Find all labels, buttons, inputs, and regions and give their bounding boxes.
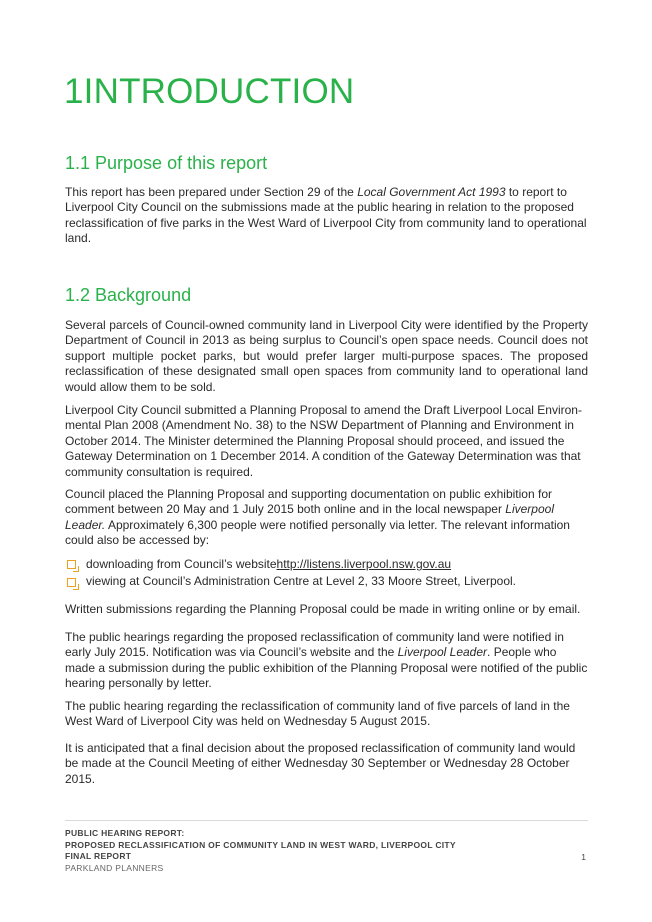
list-item [65, 557, 605, 572]
chapter-heading [64, 70, 354, 114]
page-number: 1 [581, 852, 586, 862]
background-paragraph-4: Written submissions regarding the Planning Proposal could be made in writing online or by email. [65, 602, 581, 616]
footer-line-report-type: PUBLIC HEARING REPORT: [65, 828, 185, 838]
background-paragraph-1: Several parcels of Council-owned community land in Liverpool City were identified by the Property Department of Council in 2013 as being surplus to Council’s open space needs. Council does not support multiple pocket parks, but would prefer larger multi-purpose spaces. The proposed reclassification of these designated small open spaces from community land to operational land would allow them to be sold. [65, 318, 588, 394]
background-paragraph-6: The public hearing regarding the reclassification of community land of five parcels of land in the West Ward of Liverpool City was held on Wednesday 5 August 2015. [65, 699, 570, 729]
bullet-text: downloading from Council’s website [86, 557, 277, 571]
purpose-paragraph [65, 185, 588, 247]
newspaper-name: Liverpool Leader [397, 645, 488, 660]
footer-line-report-title: PROPOSED RECLASSIFICATION OF COMMUNITY LAND IN WEST WARD, LIVERPOOL CITY [65, 839, 456, 850]
section-heading-purpose: 1.1 Purpose of this report [65, 153, 268, 173]
bullet-text: viewing at Council’s Administration Centre at Level 2, 33 Moore Street, Liverpool. [86, 574, 517, 589]
footer-line-author: PARKLAND PLANNERS [65, 862, 164, 873]
chapter-number: 1 [64, 72, 84, 111]
chapter-title: INTRODUCTION [83, 72, 355, 111]
page-footer [65, 828, 588, 874]
purpose-text-1: This report has been prepared under Section 29 of the [65, 185, 358, 199]
purpose-text-2: to report to Liverpool City Council on the submissions made at the public hearing in relation to the proposed reclassification of five parks in the West Ward of Liverpool City from community land to operational land. [65, 185, 587, 246]
footer-divider [65, 820, 588, 821]
background-paragraph-7: It is anticipated that a final decision about the proposed reclassification of community land would be made at the Council Meeting of either Wednesday 30 September or Wednesday 28 October 2015. [65, 741, 576, 786]
checkbox-bullet-icon [67, 560, 76, 569]
background-paragraph-2: Liverpool City Council submitted a Planning Proposal to amend the Draft Liverpool Local Environ-mental Plan 2008 (Amendment No. 38) to the NSW Department of Planning and Environment in October 2014. The Minister determined the Planning Proposal should proceed, and issued the Gateway Determination on 1 December 2014. A condition of the Gateway Determination was that community consultation is required. [65, 403, 582, 479]
footer-line-status: FINAL REPORT [65, 851, 132, 861]
access-methods-list [65, 557, 605, 592]
newspaper-name: Liverpool Leader. [65, 502, 554, 532]
list-item [65, 574, 605, 589]
background-paragraph-5 [65, 630, 588, 692]
council-website-link[interactable]: http://listens.liverpool.nsw.gov.au [276, 557, 452, 571]
notification-text-2: . People who made a submission during the public exhibition of the Planning Proposal were notified of the public hearing personally by letter. [65, 645, 588, 691]
checkbox-bullet-icon [67, 578, 76, 587]
background-paragraph-3 [65, 487, 588, 549]
notification-text-1: The public hearings regarding the proposed reclassification of community land were notified in early July 2015. Notification was via Council’s website and the [65, 630, 564, 660]
act-title: Local Government Act 1993 [357, 185, 506, 199]
section-heading-background: 1.2 Background [65, 285, 192, 305]
exhibition-text-2: Approximately 6,300 people were notified personally via letter. The relevant information could also be accessed by: [65, 517, 570, 548]
exhibition-text-1: Council placed the Planning Proposal and supporting documentation on public exhibition for comment between 20 May and 1 July 2015 both online and in the local newspaper [65, 487, 552, 517]
